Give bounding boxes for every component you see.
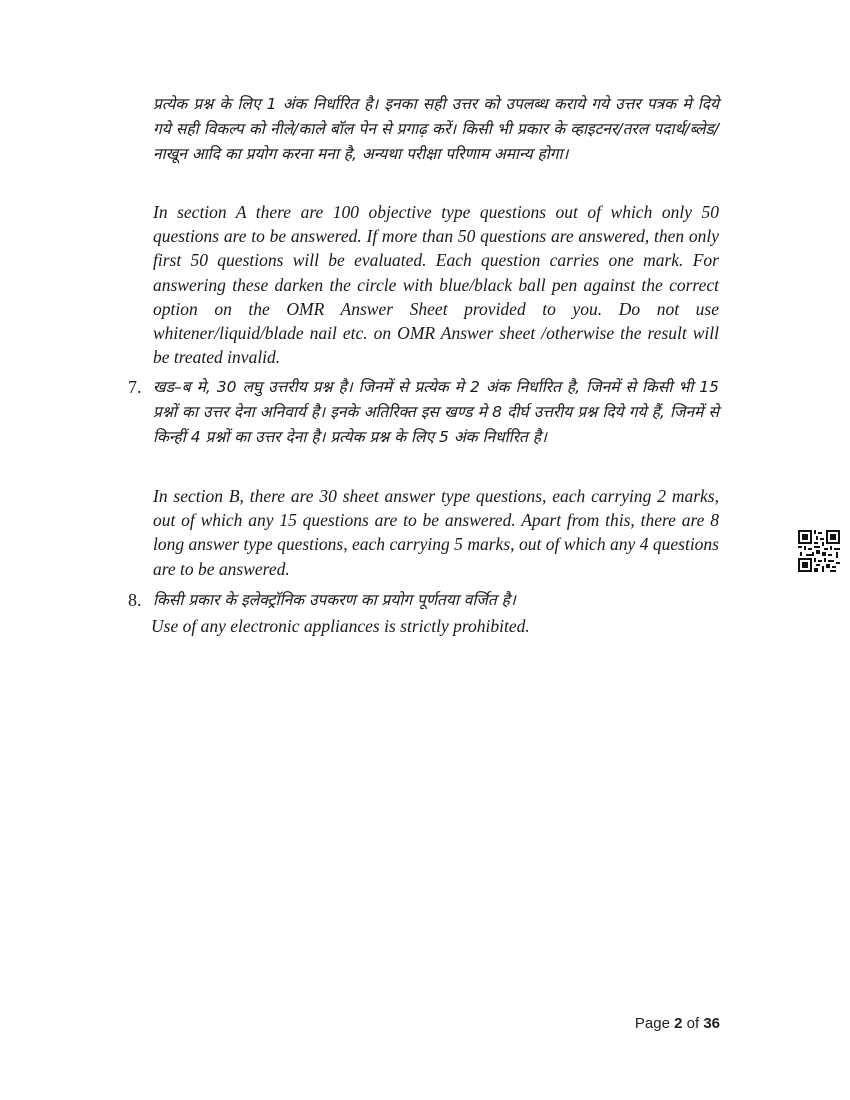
current-page: 2: [674, 1015, 683, 1032]
instruction-6-english: In section A there are 100 objective type questions out of which only 50 questions are to be answered. If more than 50 questions are answered, then only first 50 questions will be evaluated. Each question carries one mark. For answering these darken the circle with blue/black ball pen against the correct option on the OMR Answer Sheet provided to you. Do not use whitener/liquid/blade nail etc. on OMR Answer sheet /otherwise the result will be treated invalid.: [153, 202, 719, 368]
page-number: [560, 1015, 720, 1032]
item-8-number: 8.: [128, 590, 142, 610]
page-label: Page: [634, 1015, 670, 1032]
total-pages: 36: [703, 1015, 720, 1032]
instruction-6-hindi: प्रत्येक प्रश्न के लिए 1 अंक निर्धारित है। इनका सही उत्तर को उपलब्ध कराये गये उत्तर पत्रक मे दिये गये सही विकल्प को नीले/काले बॉल पेन से प्रगाढ़ करें। किसी भी प्रकार के व्हाइटनर/तरल पदार्थ/ब्लेड/नाखून आदि का प्रयोग करना मना है, अन्यथा परीक्षा परिणाम अमान्य होगा।: [153, 95, 719, 163]
instruction-8-english: Use of any electronic appliances is strictly prohibited.: [151, 616, 530, 636]
instruction-8-hindi: किसी प्रकार के इलेक्ट्रॉनिक उपकरण का प्रयोग पूर्णतया वर्जित है।: [153, 591, 516, 609]
instruction-7-hindi: खड–ब मे, 30 लघु उत्तरीय प्रश्न है। जिनमें से प्रत्येक मे 2 अंक निर्धारित है, जिनमें से किसी भी 15 प्रश्नों का उत्तर देना अनिवार्य है। इनके अतिरिक्त इस खण्ड मे 8 दीर्घ उत्तरीय प्रश्न दिये गये हैं, जिनमें से किन्हीं 4 प्रश्नों का उत्तर देना है। प्रत्येक प्रश्न के लिए 5 अंक निर्धारित है।: [153, 378, 719, 446]
qr-code-icon: [798, 530, 840, 572]
instruction-7-english: In section B, there are 30 sheet answer type questions, each carrying 2 marks, out of which any 15 questions are to be answered. Apart from this, there are 8 long answer type questions, each carrying 5 marks, out of which any 4 questions are to be answered.: [153, 486, 719, 579]
item-7-number: 7.: [128, 377, 142, 397]
page-of-label: of: [686, 1015, 700, 1032]
